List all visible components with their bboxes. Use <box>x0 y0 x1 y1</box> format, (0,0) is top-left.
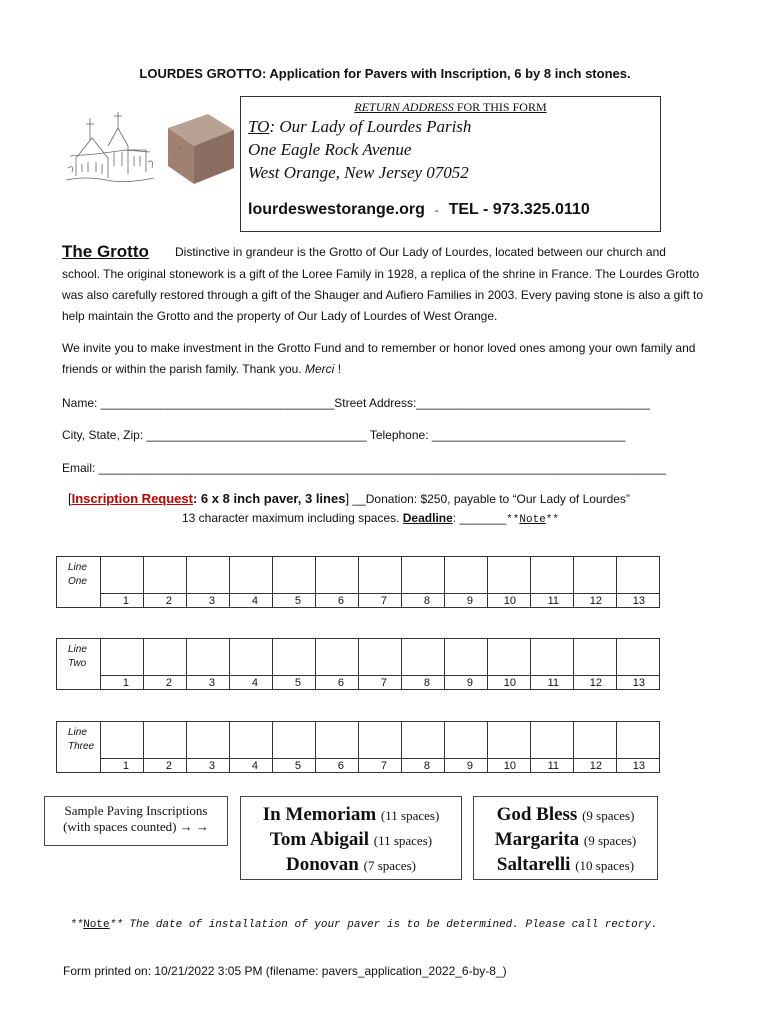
line-three-char-13[interactable] <box>617 722 660 759</box>
line-two-label <box>57 639 101 690</box>
invitation-paragraph <box>62 338 712 380</box>
note-word: Note <box>519 514 546 526</box>
char-number: 5 <box>273 676 316 690</box>
sample-title: Sample Paving Inscriptions <box>64 803 208 818</box>
line-one-char-11[interactable] <box>531 557 574 594</box>
line-two-char-6[interactable] <box>316 639 359 676</box>
inscription-spec: : 6 x 8 inch paver, 3 lines <box>192 491 346 506</box>
example-line <box>241 853 461 878</box>
line-three-char-6[interactable] <box>316 722 359 759</box>
example-line <box>241 828 461 853</box>
contact-dash: - <box>434 205 439 217</box>
char-number: 13 <box>617 676 660 690</box>
example-line <box>474 828 657 853</box>
char-number: 11 <box>531 594 574 608</box>
line-one-char-3[interactable] <box>187 557 230 594</box>
line-one-char-1[interactable] <box>101 557 144 594</box>
char-number: 5 <box>273 594 316 608</box>
line-one-cells-row <box>57 557 660 594</box>
char-number: 13 <box>617 594 660 608</box>
example-count: (9 spaces) <box>583 833 637 848</box>
line-two-char-12[interactable] <box>574 639 617 676</box>
to-label: TO <box>248 117 270 136</box>
line-three-numbers-row <box>57 759 660 773</box>
example-god-bless-box <box>473 796 658 880</box>
deadline-field[interactable]: : _______ <box>452 511 507 525</box>
example-text: In Memoriam <box>262 804 377 825</box>
line-two-char-7[interactable] <box>359 639 402 676</box>
line-one-char-6[interactable] <box>316 557 359 594</box>
char-number: 4 <box>230 594 273 608</box>
char-number: 12 <box>574 676 617 690</box>
line-two-char-8[interactable] <box>402 639 445 676</box>
address-city: West Orange, New Jersey 07052 <box>248 163 469 182</box>
line-label-number: One <box>68 576 87 587</box>
example-text: Margarita <box>494 829 580 850</box>
form-title: LOURDES GROTTO: Application for Pavers with Inscription, 6 by 8 inch stones. <box>139 66 631 81</box>
inscription-request-label: Inscription Request <box>71 491 193 506</box>
return-address-heading <box>241 100 660 115</box>
line-one-char-5[interactable] <box>273 557 316 594</box>
line-one-char-10[interactable] <box>488 557 531 594</box>
char-number: 4 <box>230 676 273 690</box>
example-count: (7 spaces) <box>363 858 416 873</box>
char-number: 6 <box>316 759 359 773</box>
line-three-char-7[interactable] <box>359 722 402 759</box>
line-three-char-11[interactable] <box>531 722 574 759</box>
close-bracket: ] <box>345 491 350 506</box>
merci-text: Merci <box>305 362 335 376</box>
line-two-char-2[interactable] <box>144 639 187 676</box>
line-two-char-13[interactable] <box>617 639 660 676</box>
grotto-paragraph: school. The original stonework is a gift of the Loree Family in 1928, a replica of the shrine in France. The Lourdes Grotto was also carefully restored through a gift of the Shauger and Aufiero Families in 2003. Every paving stone is also a gift to help maintain the Grotto and the property of Our Lady of Lourdes of West Orange. <box>62 267 704 323</box>
char-number: 7 <box>359 676 402 690</box>
line-label-number: Two <box>68 658 87 669</box>
return-address-box <box>240 96 661 232</box>
line-one-char-2[interactable] <box>144 557 187 594</box>
char-number: 2 <box>144 676 187 690</box>
example-count: (11 spaces) <box>380 808 440 823</box>
name-address-field[interactable]: Name: ___________________________________Street Address:___________________________________ <box>62 396 650 410</box>
line-three-char-8[interactable] <box>402 722 445 759</box>
max-characters-text: 13 character maximum including spaces. <box>182 511 403 525</box>
char-number: 11 <box>531 759 574 773</box>
example-line <box>241 803 461 828</box>
char-number: 12 <box>574 594 617 608</box>
char-number: 6 <box>316 594 359 608</box>
church-sketch-image <box>66 106 154 188</box>
grotto-paragraph-first-line: Distinctive in grandeur is the Grotto of Our Lady of Lourdes, located between our church and <box>175 245 666 259</box>
char-number: 1 <box>101 676 144 690</box>
address-street: One Eagle Rock Avenue <box>248 140 412 159</box>
char-number: 13 <box>617 759 660 773</box>
example-memoriam-box <box>240 796 462 880</box>
char-number: 2 <box>144 594 187 608</box>
grotto-heading: The Grotto <box>62 242 149 261</box>
line-one-char-9[interactable] <box>445 557 488 594</box>
char-number: 11 <box>531 676 574 690</box>
parish-name: : Our Lady of Lourdes Parish <box>269 117 472 136</box>
char-number: 6 <box>316 676 359 690</box>
city-telephone-field[interactable]: City, State, Zip: _________________________________ Telephone: _____________________________ <box>62 428 626 442</box>
inscription-request-line <box>68 491 630 506</box>
line-three-char-12[interactable] <box>574 722 617 759</box>
line-two-char-10[interactable] <box>488 639 531 676</box>
line-one-numbers-row <box>57 594 660 608</box>
char-number: 7 <box>359 594 402 608</box>
char-number: 5 <box>273 759 316 773</box>
email-field[interactable]: Email: _____________________________________________________________________________________ <box>62 461 666 475</box>
paver-brick-image <box>160 108 240 188</box>
website-link[interactable]: lourdeswestorange.org <box>248 201 425 218</box>
note-stars-pre: ** <box>506 514 520 526</box>
example-text: God Bless <box>496 804 578 825</box>
example-text: Donovan <box>286 854 359 875</box>
line-label-word: Line <box>68 644 87 655</box>
form-printed-footer: Form printed on: 10/21/2022 3:05 PM (filename: pavers_application_2022_6-by-8_) <box>63 964 507 978</box>
char-number: 1 <box>101 759 144 773</box>
return-address-rest: FOR THIS FORM <box>453 100 547 114</box>
inscription-line-three-grid <box>56 721 660 773</box>
telephone-number: TEL - 973.325.0110 <box>448 201 590 218</box>
contact-line <box>248 201 590 219</box>
invitation-end: ! <box>334 362 342 376</box>
line-one-char-8[interactable] <box>402 557 445 594</box>
example-text: Tom Abigail <box>269 829 369 850</box>
line-three-label <box>57 722 101 773</box>
char-number: 1 <box>101 594 144 608</box>
line-three-char-9[interactable] <box>445 722 488 759</box>
line-three-char-10[interactable] <box>488 722 531 759</box>
line-three-char-4[interactable] <box>230 722 273 759</box>
inscription-max-line <box>182 511 559 526</box>
line-two-cells-row <box>57 639 660 676</box>
example-count: (11 spaces) <box>373 833 433 848</box>
line-three-char-1[interactable] <box>101 722 144 759</box>
line-two-char-5[interactable] <box>273 639 316 676</box>
line-label-word: Line <box>68 562 87 573</box>
char-number: 8 <box>402 676 445 690</box>
char-number: 3 <box>187 759 230 773</box>
example-line <box>474 803 657 828</box>
char-number: 8 <box>402 759 445 773</box>
mailing-address <box>248 115 471 184</box>
line-three-char-3[interactable] <box>187 722 230 759</box>
char-number: 3 <box>187 594 230 608</box>
note-stars-post: ** <box>109 919 123 931</box>
char-number: 4 <box>230 759 273 773</box>
char-number: 12 <box>574 759 617 773</box>
deadline-note <box>506 514 559 526</box>
deadline-label: Deadline <box>402 511 453 525</box>
char-number: 10 <box>488 676 531 690</box>
inscription-line-two-grid <box>56 638 660 690</box>
example-count: (10 spaces) <box>575 858 635 873</box>
char-number: 10 <box>488 594 531 608</box>
line-two-char-4[interactable] <box>230 639 273 676</box>
line-label-number: Three <box>68 741 95 752</box>
return-address-italic: RETURN ADDRESS <box>354 100 454 114</box>
char-number: 2 <box>144 759 187 773</box>
inscription-line-one-grid <box>56 556 660 608</box>
line-one-char-7[interactable] <box>359 557 402 594</box>
note-stars-pre: ** <box>70 919 84 931</box>
sample-subtitle: (with spaces counted) → → <box>63 819 209 834</box>
line-three-char-2[interactable] <box>144 722 187 759</box>
example-count: (9 spaces) <box>582 808 635 823</box>
invitation-text: We invite you to make investment in the Grotto Fund and to remember or honor loved ones among your own family and friends or within the parish family. Thank you. <box>62 341 696 376</box>
installation-note <box>70 919 658 931</box>
line-one-label <box>57 557 101 608</box>
line-label-word: Line <box>68 727 87 738</box>
line-two-char-11[interactable] <box>531 639 574 676</box>
line-one-char-4[interactable] <box>230 557 273 594</box>
sample-inscriptions-box <box>44 796 228 846</box>
line-two-char-1[interactable] <box>101 639 144 676</box>
line-two-numbers-row <box>57 676 660 690</box>
example-line <box>474 853 657 878</box>
char-number: 9 <box>445 676 488 690</box>
line-three-char-5[interactable] <box>273 722 316 759</box>
line-two-char-3[interactable] <box>187 639 230 676</box>
char-number: 9 <box>445 759 488 773</box>
char-number: 8 <box>402 594 445 608</box>
char-number: 3 <box>187 676 230 690</box>
char-number: 10 <box>488 759 531 773</box>
open-bracket: [ <box>68 491 72 506</box>
note-text: The date of installation of your paver is to be determined. Please call rectory. <box>122 919 658 931</box>
note-word: Note <box>83 919 110 931</box>
char-number: 7 <box>359 759 402 773</box>
donation-field[interactable]: __Donation: $250, payable to “Our Lady of Lourdes” <box>349 492 630 506</box>
line-one-char-12[interactable] <box>574 557 617 594</box>
line-three-cells-row <box>57 722 660 759</box>
address-recipient <box>248 115 471 138</box>
line-two-char-9[interactable] <box>445 639 488 676</box>
example-text: Saltarelli <box>496 854 571 875</box>
char-number: 9 <box>445 594 488 608</box>
line-one-char-13[interactable] <box>617 557 660 594</box>
note-stars-post: ** <box>545 514 559 526</box>
